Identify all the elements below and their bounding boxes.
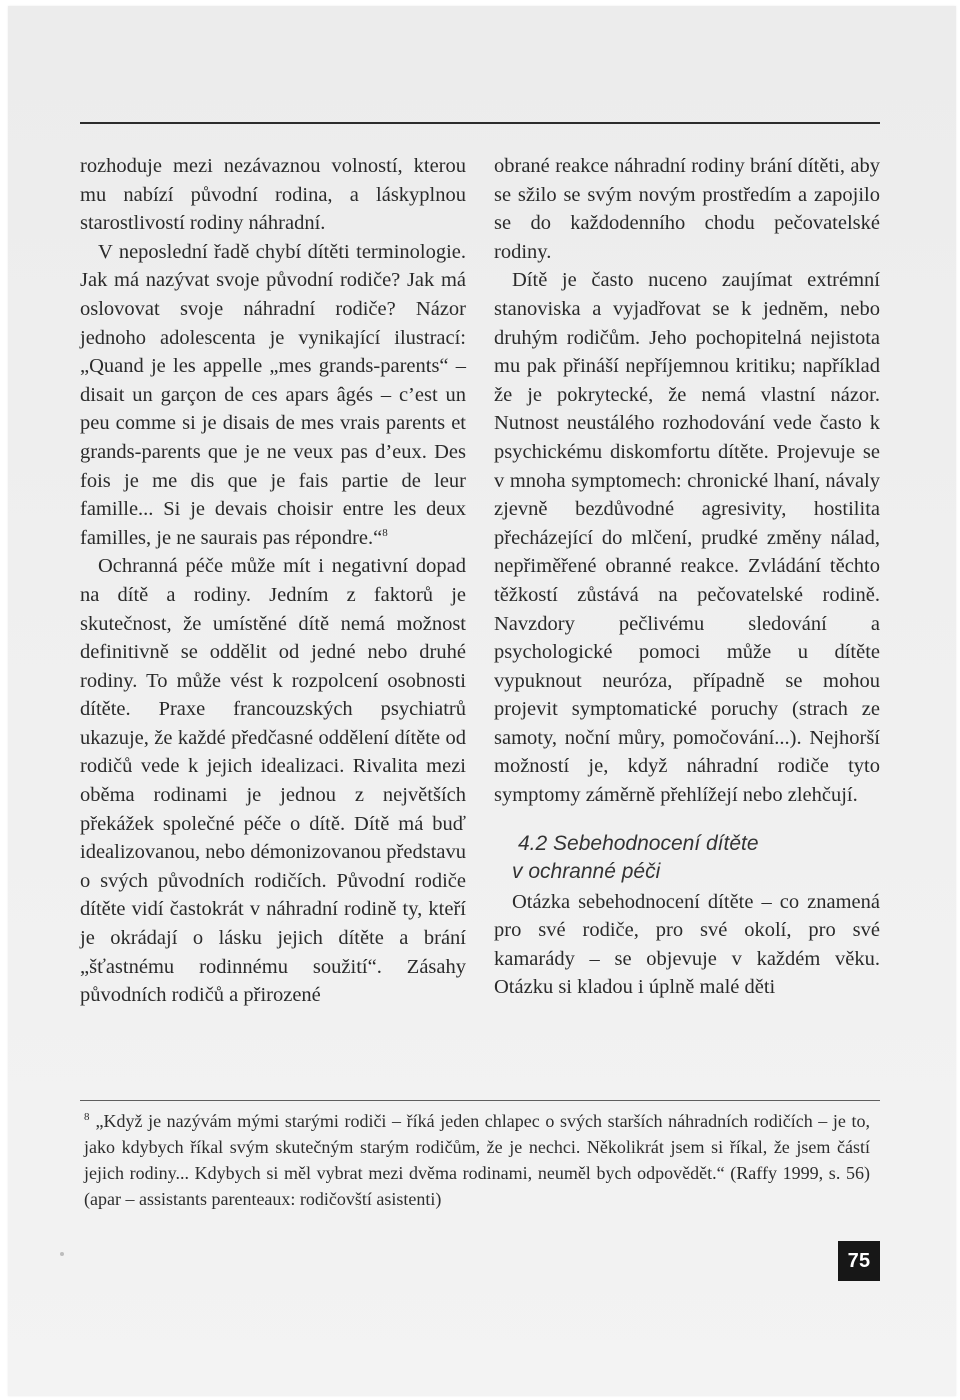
section-heading [494, 830, 880, 886]
section-paragraph-text: Otázka sebehodnocení dítěte – co znamená pro své rodiče, pro své okolí, pro své kamarády – se objevuje v každém věku. Otázku si kladou i úplně malé děti [494, 890, 880, 999]
section-paragraph [494, 888, 880, 1002]
footnote-rule [80, 1100, 880, 1101]
book-page [8, 6, 956, 1396]
right-text-column [494, 152, 880, 1002]
paragraph-5 [494, 266, 880, 809]
footnote [84, 1108, 870, 1212]
paragraph-3-text: Ochranná péče může mít i negativní dopad na dítě a rodiny. Jedním z faktorů je skutečnost, že umístěné dítě nemá možnost definitivně se oddělit od jedné nebo druhé rodiny. To může vést k rozpolcení osobnosti dítěte. Praxe francouzských psychiatrů ukazuje, že každé předčasné oddělení dítěte od rodičů vede k jejich idealizaci. Rivalita mezi oběma rodinami je jednou z největších překážek společné péče o dítě. Dítě má buď idealizovanou, nebo démonizovanou představu o svých původních rodičích. Původní rodiče dítěte vidí častokrát v náhradní rodině ty, kteří je okrádají o lásku jejich dítěte a brání „šťastnému rodinnému soužití“. Zásahy původních rodičů a přirozené [80, 555, 466, 1007]
footnote-number: 8 [84, 1111, 90, 1123]
paragraph-4 [494, 152, 880, 266]
footnote-text: „Když je nazývám mými starými rodiči – říká jeden chlapec o svých starších náhradních rodičích – je to, jako kdybych říkal svým skutečným starým rodičům, že je nechci. Několikrát jsem si říkal, že jsem částí jejich rodiny... Kdybych si měl vybrat mezi dvěma rodinami, neuměl bych odpovědět.“ (Raffy 1999, s. 56) (apar – assistants parenteaux: rodičovští asistenti) [84, 1111, 870, 1209]
left-text-column [80, 152, 466, 1010]
paragraph-1 [80, 152, 466, 238]
paragraph-5-text: Dítě je často nuceno zaujímat extrémní stanoviska a vyjadřovat se k jednĕm, nebo druhým rodičům. Jeho pochopitelná nejistota mu pak přináší nepříjemnou kritiku; například že je pokrytecké, že nemá vlastní názor. Nutnost neustálého rozhodování vede často k psychickému diskomfortu dítěte. Projevuje se v mnoha symptomech: chronické lhaní, návaly zjevně bezdůvodné agresivity, hostilita přecházející do mlčení, prudké změny nálad, nepřiměřené obranné reakce. Zvládání těchto těžkostí zůstává na pečovatelské rodině. Navzdory pečlivému sledování a psychologické pomoci může u dítěte vypuknout neuróza, případně se mohou projevit symptomatické poruchy (strach ze samoty, noční můry, pomočování...). Nejhorší možností je, když náhradní rodiče tyto symptomy záměrně přehlížejí nebo zlehčují. [494, 269, 880, 807]
scan-speck [60, 1252, 64, 1256]
paragraph-2 [80, 238, 466, 553]
header-rule [80, 122, 880, 124]
footnote-reference: 8 [382, 526, 388, 539]
section-heading-line-1: 4.2 Sebehodnocení dítěte [518, 831, 759, 855]
paragraph-4-text: obrané reakce náhradní rodiny brání dítěti, aby se sžilo se svým novým prostředím a zapojilo se do každodenního chodu pečovatelské rodiny. [494, 155, 880, 263]
paragraph-2-text: V neposlední řadě chybí dítěti terminologie. Jak má nazývat svoje původní rodiče? Jak má oslovovat svoje náhradní rodiče? Názor jednoho adolescenta je vynikající ilustrací: „Quand je les appelle „mes grands-parents“ – disait un garçon de ces apars âgés – c’est un peu comme si je disais de mes vrais parents et grands-parents que je ne veux pas d’eux. Des fois je me dis que je fais partie de leur famille... Si je devais choisir entre les deux familles, je ne saurais pas répondre.“ [80, 240, 466, 549]
page-number-badge: 75 [838, 1241, 880, 1281]
paragraph-3 [80, 552, 466, 1010]
section-heading-line-2: v ochranné péči [512, 859, 661, 883]
paragraph-1-text: rozhoduje mezi nezávaznou volností, kterou mu nabízí původní rodina, a láskyplnou starostlivostí rodiny náhradní. [80, 155, 466, 235]
